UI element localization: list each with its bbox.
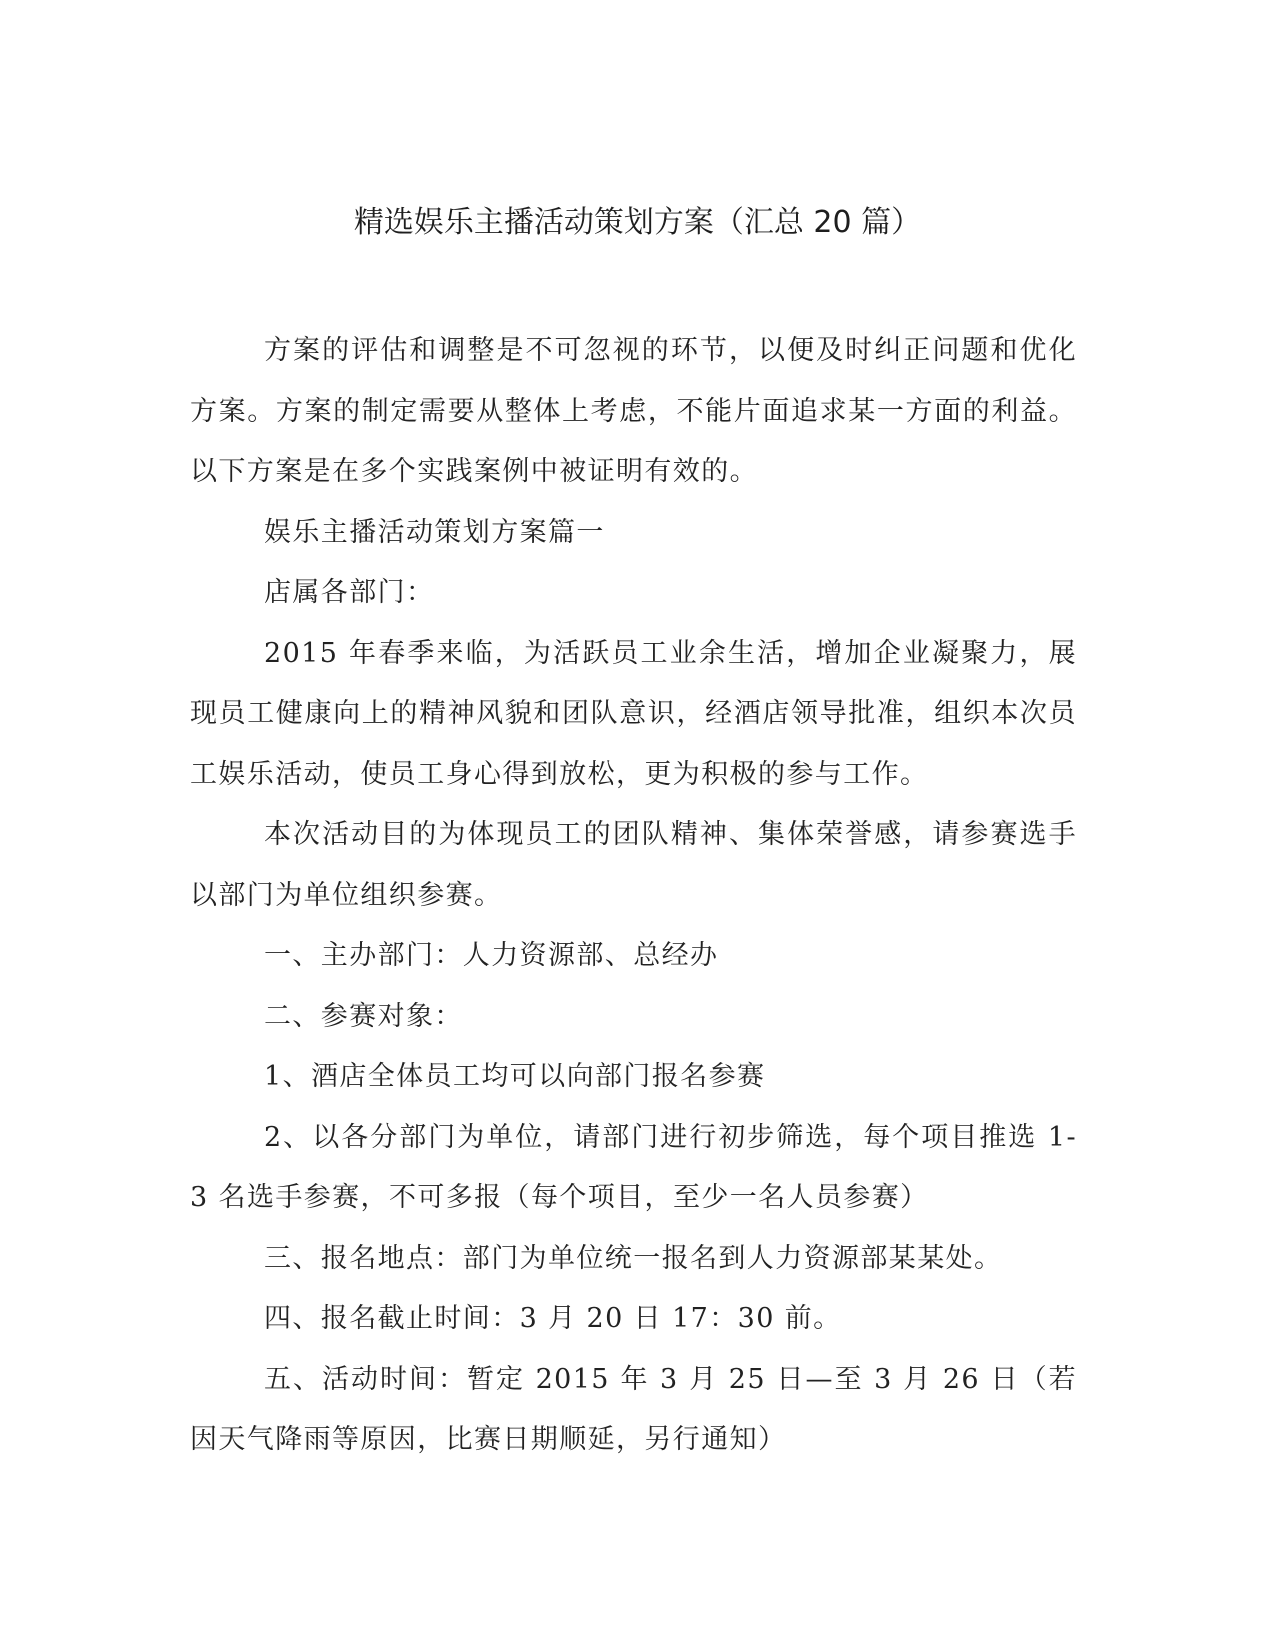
document-title: 精选娱乐主播活动策划方案（汇总 20 篇） <box>353 205 922 240</box>
list-item: 二、参赛对象： <box>264 1000 463 1032</box>
list-item: 五、活动时间：暂定 2015 年 3 月 25 日—至 3 月 26 日（若因天气降雨等原因，比赛日期顺延，另行通知） <box>190 1363 1077 1455</box>
list-item: 一、主办部门：人力资源部、总经办 <box>264 940 719 971</box>
list-item: 四、报名截止时间：3 月 20 日 17：30 前。 <box>264 1303 842 1334</box>
body-paragraph: 本次活动目的为体现员工的团队精神、集体荣誉感，请参赛选手以部门为单位组织参赛。 <box>190 819 1077 911</box>
salutation: 店属各部门： <box>264 577 435 608</box>
list-item: 1、酒店全体员工均可以向部门报名参赛 <box>264 1061 766 1092</box>
document-body <box>190 321 1077 1471</box>
intro-paragraph: 方案的评估和调整是不可忽视的环节，以便及时纠正问题和优化方案。方案的制定需要从整体上考虑，不能片面追求某一方面的利益。以下方案是在多个实践案例中被证明有效的。 <box>190 335 1077 487</box>
list-item: 2、以各分部门为单位，请部门进行初步筛选，每个项目推选 1-3 名选手参赛，不可多报（每个项目，至少一名人员参赛） <box>190 1121 1077 1213</box>
section-heading: 娱乐主播活动策划方案篇一 <box>264 516 605 548</box>
body-paragraph: 2015 年春季来临，为活跃员工业余生活，增加企业凝聚力，展现员工健康向上的精神风貌和团队意识，经酒店领导批准，组织本次员工娱乐活动，使员工身心得到放松，更为积极的参与工作。 <box>190 637 1077 790</box>
list-item: 三、报名地点：部门为单位统一报名到人力资源部某某处。 <box>264 1242 1003 1274</box>
